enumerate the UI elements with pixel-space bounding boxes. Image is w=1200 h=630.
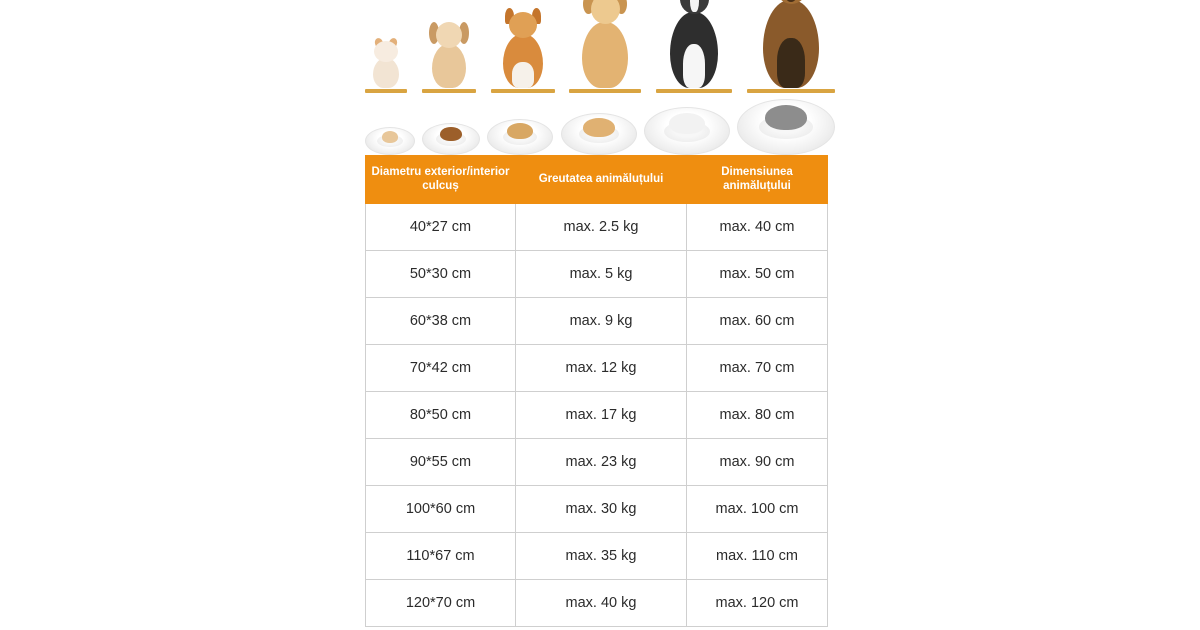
column-header-pet-size: Dimensiunea animăluțului [687, 156, 828, 204]
cell-pet-size: max. 110 cm [687, 532, 828, 579]
table-row [366, 438, 828, 485]
pet-bed-xs [365, 127, 415, 155]
pet-golden-retriever-icon [569, 22, 641, 93]
pet-german-shepherd-icon [747, 0, 835, 93]
size-table [365, 155, 828, 627]
cell-bed-diameter: 100*60 cm [366, 485, 516, 532]
table-header [366, 156, 828, 204]
cell-pet-weight: max. 35 kg [516, 532, 687, 579]
cell-pet-weight: max. 5 kg [516, 250, 687, 297]
cell-pet-weight: max. 9 kg [516, 297, 687, 344]
pet-border-collie-icon [656, 12, 732, 93]
cell-pet-size: max. 80 cm [687, 391, 828, 438]
cell-bed-diameter: 120*70 cm [366, 579, 516, 626]
cell-pet-size: max. 100 cm [687, 485, 828, 532]
pets-row [365, 0, 835, 93]
cell-bed-diameter: 50*30 cm [366, 250, 516, 297]
pedestal [491, 89, 555, 93]
pedestal [569, 89, 641, 93]
table-body [366, 203, 828, 626]
table-row [366, 297, 828, 344]
cell-pet-size: max. 120 cm [687, 579, 828, 626]
table-row [366, 579, 828, 626]
table-header-row [366, 156, 828, 204]
table-row [366, 532, 828, 579]
bed-occupant-kitten [382, 131, 398, 143]
pedestal [656, 89, 732, 93]
cell-bed-diameter: 40*27 cm [366, 203, 516, 250]
cell-bed-diameter: 90*55 cm [366, 438, 516, 485]
cell-pet-size: max. 60 cm [687, 297, 828, 344]
cell-pet-weight: max. 30 kg [516, 485, 687, 532]
bed-occupant-puppy-brown [440, 127, 462, 141]
pedestal [747, 89, 835, 93]
column-header-bed-diameter: Diametru exterior/interior culcuș [366, 156, 516, 204]
cell-bed-diameter: 80*50 cm [366, 391, 516, 438]
cell-pet-size: max. 70 cm [687, 344, 828, 391]
cell-bed-diameter: 60*38 cm [366, 297, 516, 344]
bed-occupant-golden-retriever [583, 118, 615, 137]
cell-pet-weight: max. 2.5 kg [516, 203, 687, 250]
pet-bed-m [487, 119, 553, 155]
column-header-pet-weight: Greutatea animăluțului [516, 156, 687, 204]
pet-bed-l [561, 113, 637, 155]
cell-pet-weight: max. 12 kg [516, 344, 687, 391]
cell-pet-size: max. 50 cm [687, 250, 828, 297]
pet-bed-s [422, 123, 480, 155]
table-row [366, 203, 828, 250]
cell-pet-weight: max. 23 kg [516, 438, 687, 485]
cell-pet-weight: max. 17 kg [516, 391, 687, 438]
pet-bed-xxl [737, 99, 835, 155]
table-row [366, 250, 828, 297]
table-row [366, 391, 828, 438]
pet-corgi-icon [491, 34, 555, 93]
table-row [366, 485, 828, 532]
cell-pet-size: max. 40 cm [687, 203, 828, 250]
beds-row [365, 97, 835, 155]
cell-bed-diameter: 110*67 cm [366, 532, 516, 579]
pedestal [422, 89, 476, 93]
pedestal [365, 89, 407, 93]
cell-pet-size: max. 90 cm [687, 438, 828, 485]
pet-size-illustration [365, 0, 835, 155]
table-row [366, 344, 828, 391]
cell-pet-weight: max. 40 kg [516, 579, 687, 626]
pet-kitten-icon [365, 58, 407, 93]
bed-occupant-grey-cat [765, 105, 807, 130]
pet-bed-xl [644, 107, 730, 155]
cell-bed-diameter: 70*42 cm [366, 344, 516, 391]
size-table-container [365, 155, 827, 627]
pet-puppy-icon [422, 44, 476, 93]
bed-occupant-white-dog [669, 113, 705, 134]
